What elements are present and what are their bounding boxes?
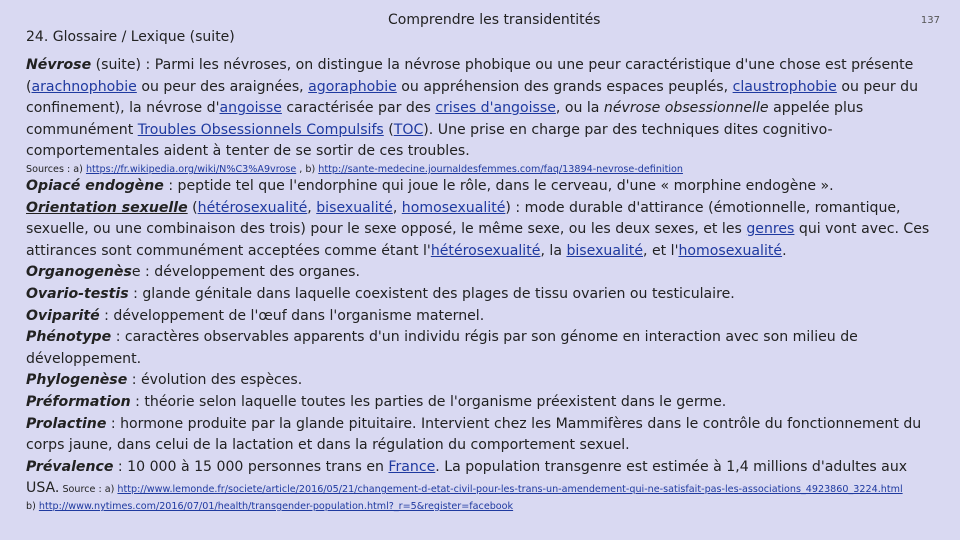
term-preformation: Préformation (26, 393, 131, 410)
link-bisexualite[interactable]: bisexualité (316, 199, 393, 216)
link-toc-full[interactable]: Troubles Obsessionnels Compulsifs (137, 121, 384, 138)
link-toc[interactable]: TOC (393, 121, 424, 138)
link-homosexualite[interactable]: homosexualité (401, 199, 506, 216)
page-number: 137 (920, 15, 940, 26)
prevalence-source-b: b) http://www.nytimes.com/2016/07/01/health/transgender-population.html?_r=5&register=facebook (26, 500, 514, 512)
term-prevalence: Prévalence (26, 458, 114, 475)
entry-preformation: Préformation : théorie selon laquelle toutes les parties de l'organisme préexistent dans le germe. (26, 393, 727, 410)
term-opiace: Opiacé endogène (26, 177, 164, 194)
entry-oviparite: Oviparité : développement de l'œuf dans l'organisme maternel. (26, 307, 485, 324)
link-homosexualite-2[interactable]: homosexualité (678, 242, 783, 259)
entry-phenotype: Phénotype : caractères observables apparents d'un individu régis par son génome en interaction avec son milieu de développement. (26, 329, 858, 367)
source-link-nytimes[interactable]: http://www.nytimes.com/2016/07/01/health/transgender-population.html?_r=5&register=facebook (38, 500, 514, 512)
source-link-lemonde[interactable]: http://www.lemonde.fr/societe/article/2016/05/21/changement-d-etat-civil-pour-les-trans-un-amendement-qui-ne-satisfait-pas-les-associations_4923860_3224.html (117, 484, 903, 496)
link-arachnophobie[interactable]: arachnophobie (31, 78, 137, 95)
link-bisexualite-2[interactable]: bisexualité (566, 242, 644, 259)
link-agoraphobie[interactable]: agoraphobie (308, 78, 397, 95)
term-phenotype: Phénotype (26, 329, 112, 346)
source-link-journaldesfemmes[interactable]: http://sante-medecine.journaldesfemmes.com/faq/13894-nevrose-definition (318, 163, 683, 175)
link-heterosexualite-2[interactable]: hétérosexualité (430, 242, 541, 259)
nevrose-sources: Sources : a) https://fr.wikipedia.org/wiki/N%C3%A9vrose , b) http://sante-medecine.journaldesfemmes.com/faq/13894-nevrose-definition (26, 163, 683, 175)
term-organogenese: Organogenès (26, 264, 132, 281)
entry-organogenese: Organogenèse : développement des organes. (26, 264, 360, 281)
term-nevrose: Névrose (26, 57, 92, 73)
entry-prevalence: Prévalence : 10 000 à 15 000 personnes trans en France. La population transgenre est estimée à 1,4 millions d'adultes aux USA. Source : a) http://www.lemonde.fr/societe/article/2016/05/21/changement-d-etat-civil-pour-les-trans-un-amendement-qui-ne-satisfait-pas-les-associations_4923860_3224.html (26, 458, 908, 497)
term-orientation-link[interactable]: Orientation sexuelle (26, 199, 188, 216)
entry-phylogenese: Phylogenèse : évolution des espèces. (26, 372, 303, 389)
link-genres[interactable]: genres (746, 221, 795, 238)
entry-prolactine: Prolactine : hormone produite par la glande pituitaire. Intervient chez les Mammifères dans le contrôle du fonctionnement du corps jaune, dans celui de la lactation et dans la régulation du comportement sexuel. (26, 415, 922, 454)
entry-orientation: Orientation sexuelle (hétérosexualité, bisexualité, homosexualité) : mode durable d'attirance (émotionnelle, romantique, sexuelle, ou une combinaison des trois) pour le sexe opposé, le même sexe, ou les deux sexes, et les genres qui vont avec. Ces attirances sont communément acceptées comme étant l'hétérosexualité, la bisexualité, et l'homosexualité. (26, 199, 930, 259)
term-prolactine: Prolactine (26, 415, 107, 432)
glossary-content (26, 55, 941, 513)
entry-opiace: Opiacé endogène : peptide tel que l'endorphine qui joue le rôle, dans le cerveau, d'une « morphine endogène ». (26, 177, 834, 194)
term-ovario-testis: Ovario-testis (26, 285, 129, 302)
section-title: 24. Glossaire / Lexique (suite) (26, 29, 235, 45)
link-claustrophobie[interactable]: claustrophobie (732, 78, 837, 95)
entry-nevrose: Névrose (suite) : Parmi les névroses, on distingue la névrose phobique ou une peur caractéristique d'une chose est présente (arachnophobie ou peur des araignées, agoraphobie ou appréhension des grands espaces peuplés, claustrophobie ou peur du confinement), la névrose d'angoisse caractérisée par des crises d'angoisse, ou la névrose obsessionnelle appelée plus communément Troubles Obsessionnels Compulsifs (TOC). Une prise en charge par des techniques dites cognitivo-comportementales aident à tenter de se sortir de ces troubles. (26, 57, 919, 160)
link-angoisse[interactable]: angoisse (219, 100, 282, 117)
source-link-wikipedia[interactable]: https://fr.wikipedia.org/wiki/N%C3%A9vrose (85, 163, 297, 175)
link-crises-angoisse[interactable]: crises d'angoisse (435, 100, 556, 117)
link-heterosexualite[interactable]: hétérosexualité (197, 199, 308, 216)
entry-ovario-testis: Ovario-testis : glande génitale dans laquelle coexistent des plages de tissu ovarien ou testiculaire. (26, 285, 735, 302)
term-phylogenese: Phylogenèse (26, 372, 128, 389)
term-oviparite: Oviparité (26, 307, 100, 324)
link-france[interactable]: France (388, 458, 436, 475)
page-title: Comprendre les transidentités (388, 12, 601, 28)
